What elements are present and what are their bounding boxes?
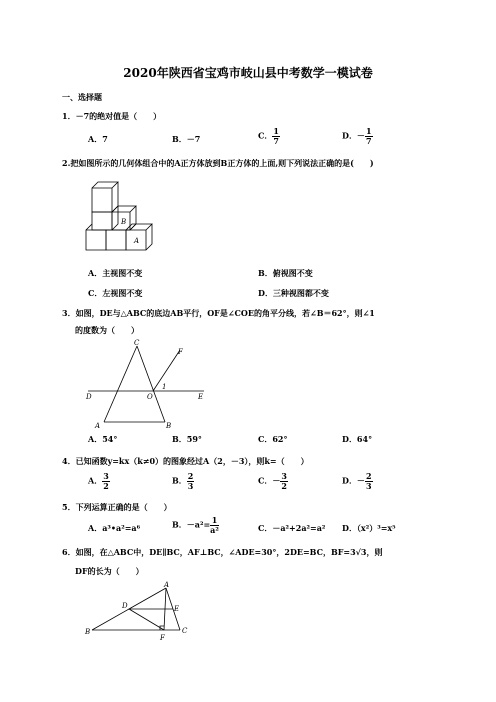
question-1-stem: 1．－7的绝对值是（ ）	[62, 111, 162, 121]
q4-option-d: D．－ $\frac{2}{3}$	[342, 471, 372, 491]
q5-option-d: D．（x²）³=x⁵	[342, 523, 396, 533]
section-heading: 一、选择题	[62, 92, 102, 102]
fig3-label-a: A	[95, 422, 101, 428]
q3-option-d: D．64°	[342, 434, 373, 444]
question-2-stem: 2.把如图所示的几何体组合中的A正方体放到B正方体的上面,则下列说法正确的是( )	[62, 158, 374, 168]
question-6-stem: 6．如图，在△ABC中，DE∥BC，AF⊥BC，∠ADE=30°，2DE=BC，BF=3√3，则	[62, 547, 383, 557]
q2-option-d: D．三种视图都不变	[258, 288, 329, 298]
question-4-stem: 4．已知函数y=kx（k≠0）的图象经过A（2，－3），则k=（ ）	[62, 456, 309, 466]
triangle-perpendicular-figure	[84, 580, 204, 642]
fig3-label-c: C	[134, 339, 140, 347]
q5-option-a: A．a³•a²=a⁶	[88, 523, 141, 533]
q3-option-c: C．62°	[258, 434, 288, 444]
q4-option-c: C．－ $\frac{3}{2}$	[258, 471, 287, 491]
question-3-stem: 3．如图，DE与△ABC的底边AB平行，OF是∠COE的角平分线，若∠B＝62°，则∠1	[62, 308, 375, 318]
fig6-label-f: F	[160, 634, 165, 642]
q5-option-c: C．－a²+2a²=a²	[258, 523, 326, 533]
q1-option-a: A．7	[88, 134, 108, 144]
q5-option-b: B．－a²= $\frac{1}{\text{a²}}$	[172, 515, 219, 535]
fig6-label-d: D	[122, 602, 128, 610]
page-title: 2020年陕西省宝鸡市岐山县中考数学一模试卷	[123, 66, 373, 80]
cube-figure	[80, 170, 180, 260]
fig3-label-b: B	[166, 422, 172, 428]
fig3-label-f: F	[178, 348, 183, 356]
q2-option-c: C．左视图不变	[88, 288, 143, 298]
question-5-stem: 5．下列运算正确的是（ ）	[62, 502, 172, 512]
fig6-label-a: A	[164, 581, 170, 589]
fig3-label-e: E	[198, 393, 204, 401]
q2-option-a: A．主视图不变	[88, 268, 143, 278]
fig6-label-b: B	[85, 628, 91, 636]
fig3-label-d: D	[86, 393, 92, 401]
q4-option-a: A． $\frac{3}{2}$	[88, 471, 109, 491]
fig3-label-o: O	[147, 393, 153, 401]
cube-label-b: B	[121, 218, 127, 226]
fig6-label-e: E	[174, 605, 180, 613]
fig6-label-c: C	[182, 627, 188, 635]
cube-label-a: A	[134, 237, 140, 245]
q1-option-b: B．－7	[172, 134, 201, 144]
q4-option-b: B． $\frac{2}{3}$	[172, 471, 194, 491]
question-6-stem-cont: DF的长为（ ）	[75, 566, 144, 576]
triangle-parallel-figure	[80, 336, 220, 428]
q3-option-b: B．59°	[172, 434, 202, 444]
fig3-label-1: 1	[162, 383, 167, 391]
q2-option-b: B．俯视图不变	[258, 268, 313, 278]
q3-option-a: A．54°	[88, 434, 118, 444]
question-3-stem-cont: 的度数为（ ）	[75, 325, 139, 335]
q1-option-d: D．－ $\frac{1}{7}$	[342, 126, 372, 146]
q1-option-c: C． $\frac{1}{7}$	[258, 126, 279, 146]
